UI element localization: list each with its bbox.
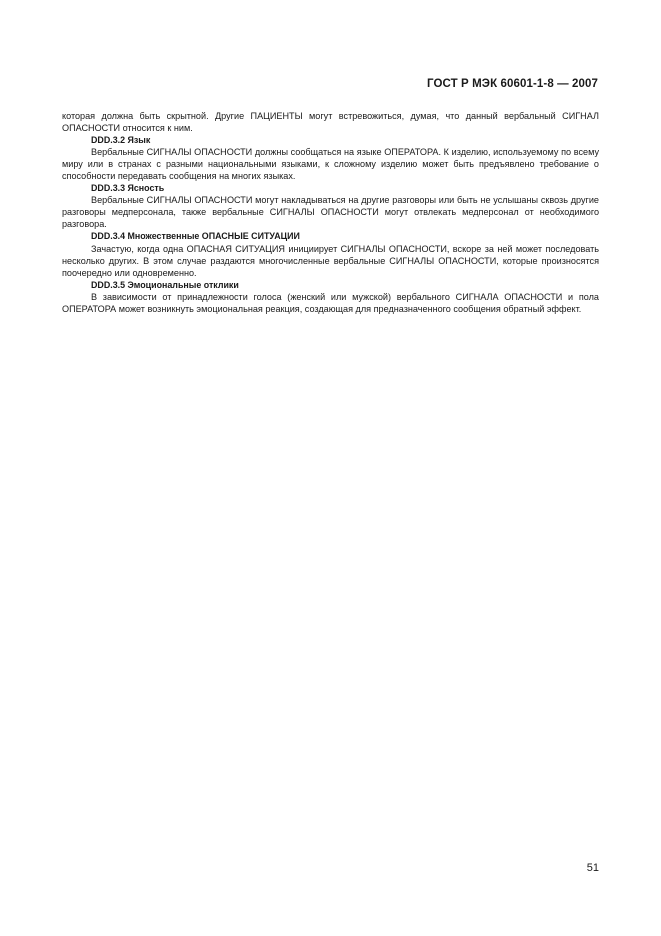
section-heading-multiple-hazards: DDD.3.4 Множественные ОПАСНЫЕ СИТУАЦИИ: [91, 231, 300, 242]
section-heading-emotional-responses: DDD.3.5 Эмоциональные отклики: [91, 279, 239, 290]
section-heading-language: DDD.3.2 Язык: [91, 135, 151, 146]
section-text-multiple-hazards: Зачастую, когда одна ОПАСНАЯ СИТУАЦИЯ инициирует СИГНАЛЫ ОПАСНОСТИ, вскоре за ней может последовать несколько других. В этом случае раздаются многочисленные вербальные СИГНАЛЫ ОПАСНОСТИ, которые произносятся поочередно или одновременно.: [62, 243, 599, 278]
page-number: 51: [586, 862, 599, 874]
section-text-language: Вербальные СИГНАЛЫ ОПАСНОСТИ должны сообщаться на языке ОПЕРАТОРА. К изделию, используемому по всему миру или в странах с разными национальными языками, к сложному изделию может быть предъявлено требование о способности передавать сообщения на многих языках.: [62, 147, 599, 182]
continuation-paragraph: которая должна быть скрытной. Другие ПАЦИЕНТЫ могут встревожиться, думая, что данный вербальный СИГНАЛ ОПАСНОСТИ относится к ним.: [62, 111, 599, 134]
section-heading-clarity: DDD.3.3 Ясность: [91, 183, 165, 194]
document-body: [62, 110, 599, 315]
section-text-emotional-responses: В зависимости от принадлежности голоса (женский или мужской) вербального СИГНАЛА ОПАСНОСТИ и пола ОПЕРАТОРА может возникнуть эмоциональная реакция, создающая для предназначенного сообщения обратный эффект.: [62, 291, 599, 314]
document-header: ГОСТ Р МЭК 60601-1-8 — 2007: [427, 78, 598, 90]
section-text-clarity: Вербальные СИГНАЛЫ ОПАСНОСТИ могут накладываться на другие разговоры или быть не услышаны сквозь другие разговоры медперсонала, также вербальные СИГНАЛЫ ОПАСНОСТИ могут отвлекать медперсонал от необходимого разговора.: [62, 195, 599, 230]
